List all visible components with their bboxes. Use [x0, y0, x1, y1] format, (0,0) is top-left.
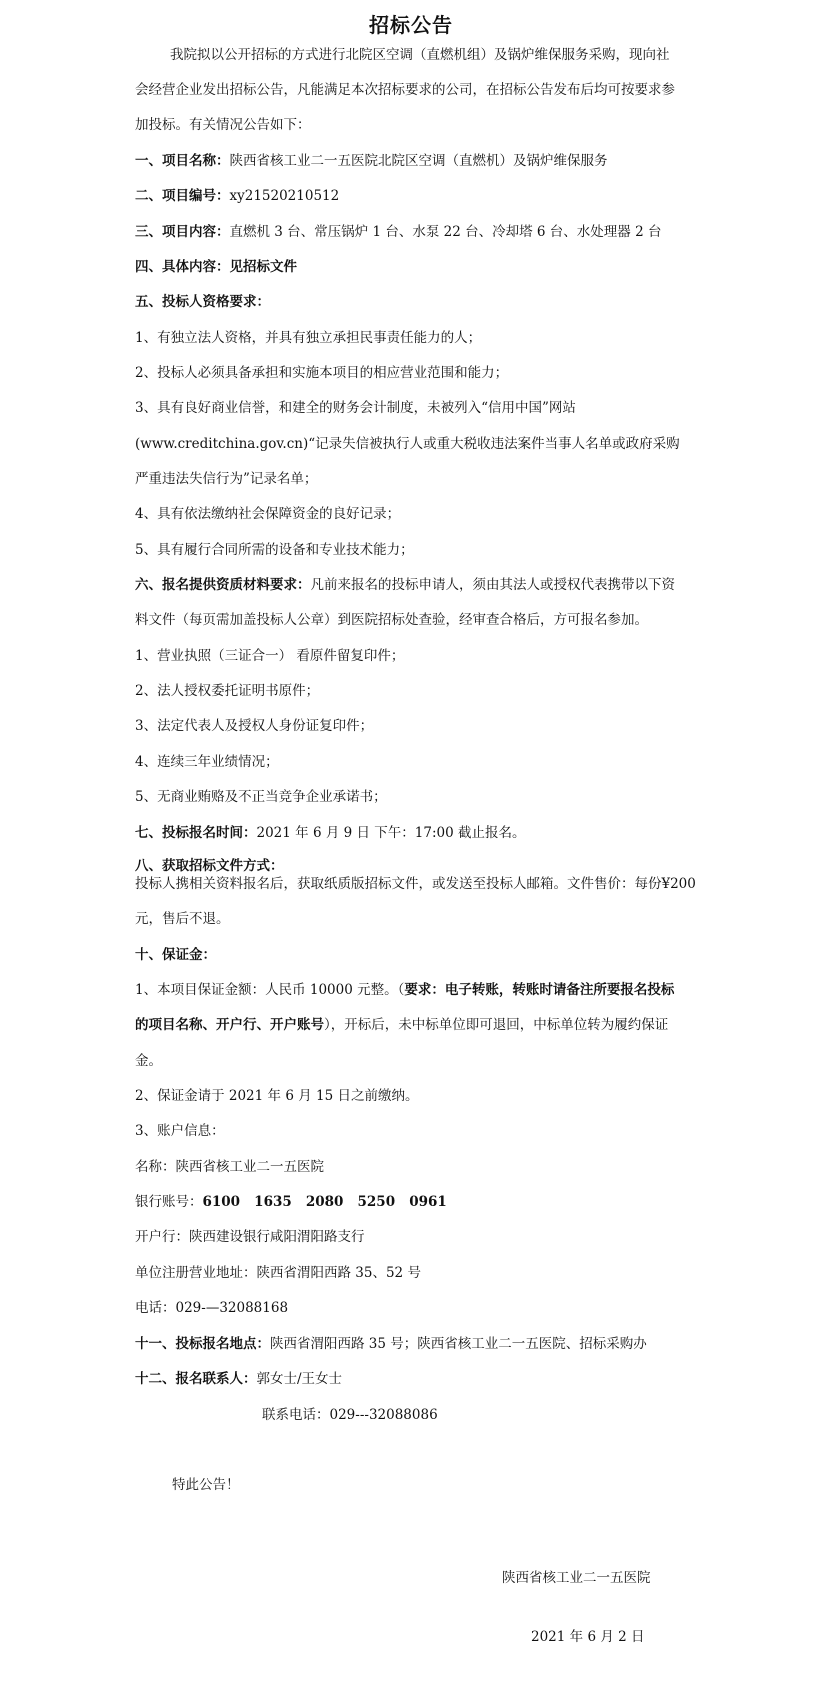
section-contact: [135, 1369, 342, 1389]
qualification-item: 4、具有依法缴纳社会保障资金的良好记录；: [135, 506, 401, 522]
section-project-content: [135, 222, 661, 242]
section-heading: 七、投标报名时间：: [135, 825, 257, 841]
section-registration-time: [135, 823, 525, 843]
qualification-item: 3、具有良好商业信誉，和建全的财务会计制度，未被列入“信用中国”网站: [135, 400, 576, 416]
section-text: 2021 年 6 月 9 日 下午：17:00 截止报名。: [256, 825, 526, 841]
section-heading: 六、报名提供资质材料要求：: [135, 577, 311, 593]
section-heading: 三、项目内容：: [135, 224, 230, 240]
section-text: 郭女士/王女士: [256, 1371, 343, 1387]
account-name: 名称：陕西省核工业二一五医院: [135, 1159, 324, 1175]
section-qualifications-heading: 五、投标人资格要求：: [135, 294, 270, 310]
account-number-label: 银行账号：: [135, 1194, 203, 1210]
section-text: 陕西省渭阳西路 35 号；陕西省核工业二一五医院、招标采购办: [270, 1336, 647, 1352]
qualification-item: 1、有独立法人资格，并具有独立承担民事责任能力的人；: [135, 330, 482, 346]
section-heading: 二、项目编号：: [135, 188, 230, 204]
account-address: 单位注册营业地址：陕西省渭阳西路 35、52 号: [135, 1265, 421, 1281]
section-deposit-heading: 十、保证金：: [135, 947, 216, 963]
contact-phone: 联系电话：029---32088086: [262, 1407, 438, 1423]
deposit-line-2: [135, 1015, 668, 1035]
section-text: 陕西省核工业二一五医院北院区空调（直燃机）及锅炉维保服务: [229, 153, 608, 169]
qualification-item: (www.creditchina.gov.cn)“记录失信被执行人或重大税收违法案件当事人名单或政府采购: [135, 436, 680, 452]
material-item: 3、法定代表人及授权人身份证复印件；: [135, 718, 374, 734]
section-heading: 一、项目名称：: [135, 153, 230, 169]
section-text: xy21520210512: [229, 188, 340, 204]
intro-line-1: 我院拟以公开招标的方式进行北院区空调（直燃机组）及锅炉维保服务采购，现向社: [170, 47, 670, 63]
closing-text: 特此公告！: [172, 1477, 240, 1493]
account-number: [135, 1192, 447, 1212]
deposit-deadline: 2、保证金请于 2021 年 6 月 15 日之前缴纳。: [135, 1088, 419, 1104]
section-project-number: [135, 186, 339, 206]
section-materials: [135, 575, 675, 595]
intro-line-3: 加投标。有关情况公告如下：: [135, 117, 311, 133]
section-obtain-docs-heading: 八、获取招标文件方式：: [135, 858, 284, 874]
material-item: 1、营业执照（三证合一） 看原件留复印件；: [135, 648, 405, 664]
page-title: 招标公告: [369, 13, 453, 37]
materials-text-cont: 料文件（每页需加盖投标人公章）到医院招标处查验，经审查合格后，方可报名参加。: [135, 612, 648, 628]
material-item: 4、连续三年业绩情况；: [135, 754, 279, 770]
section-heading: 十一、投标报名地点：: [135, 1336, 270, 1352]
signature-date: 2021 年 6 月 2 日: [531, 1629, 645, 1645]
material-item: 2、法人授权委托证明书原件；: [135, 683, 320, 699]
qualification-item: 严重违法失信行为”记录名单；: [135, 471, 318, 487]
intro-line-2: 会经营企业发出招标公告，凡能满足本次招标要求的公司，在招标公告发布后均可按要求参: [135, 82, 675, 98]
signature: 陕西省核工业二一五医院: [502, 1570, 651, 1586]
account-number-value: 6100 1635 2080 5250 0961: [202, 1194, 447, 1210]
deposit-text: ），开标后，未中标单位即可退回，中标单位转为履约保证: [324, 1017, 669, 1033]
obtain-docs-text-cont: 元，售后不退。: [135, 911, 230, 927]
deposit-line-3: 金。: [135, 1053, 162, 1069]
section-registration-place: [135, 1334, 647, 1354]
deposit-text: 1、本项目保证金额：人民币 10000 元整。（: [135, 982, 405, 998]
account-phone: 电话：029-—32088168: [135, 1300, 289, 1316]
obtain-docs-text: 投标人携相关资料报名后，获取纸质版招标文件，或发送至投标人邮箱。文件售价：每份¥200: [135, 876, 696, 892]
deposit-requirement: 要求：电子转账，转账时请备注所要报名投标: [404, 982, 675, 998]
deposit-requirement: 的项目名称、开户行、开户账号: [135, 1017, 324, 1033]
section-text: 凡前来报名的投标申请人，须由其法人或授权代表携带以下资: [310, 577, 675, 593]
deposit-line-1: [135, 980, 674, 1000]
section-details: 四、具体内容：见招标文件: [135, 259, 297, 275]
account-info-heading: 3、账户信息：: [135, 1123, 225, 1139]
section-heading: 十二、报名联系人：: [135, 1371, 257, 1387]
qualification-item: 5、具有履行合同所需的设备和专业技术能力；: [135, 542, 414, 558]
account-bank: 开户行：陕西建设银行咸阳渭阳路支行: [135, 1229, 365, 1245]
material-item: 5、无商业贿赂及不正当竞争企业承诺书；: [135, 789, 387, 805]
qualification-item: 2、投标人必须具备承担和实施本项目的相应营业范围和能力；: [135, 365, 509, 381]
section-project-name: [135, 151, 608, 171]
section-text: 直燃机 3 台、常压锅炉 1 台、水泵 22 台、冷却塔 6 台、水处理器 2 台: [229, 224, 662, 240]
